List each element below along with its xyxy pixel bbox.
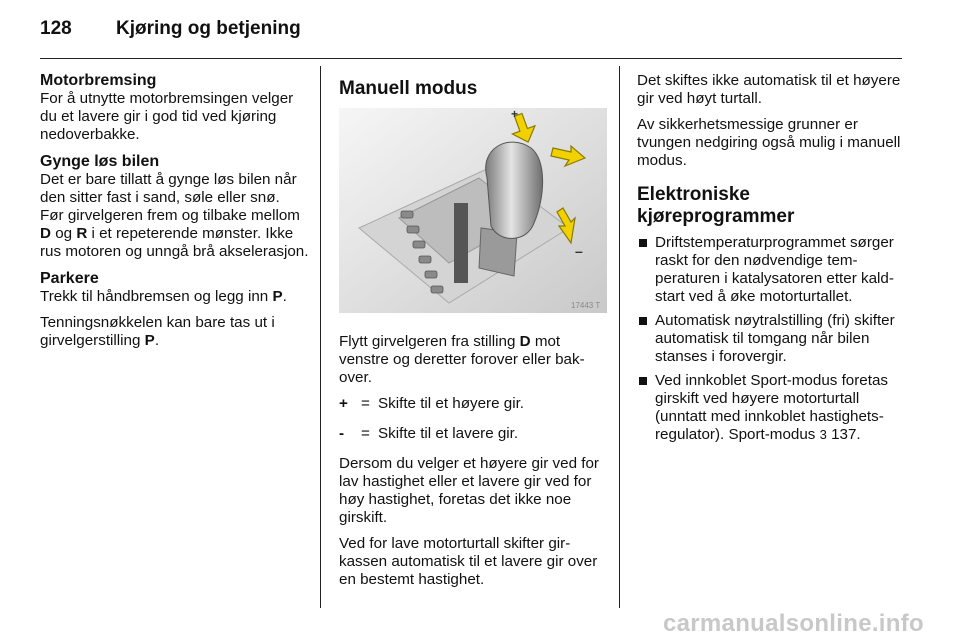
header-rule bbox=[40, 58, 902, 59]
gear-selector-drawing bbox=[339, 108, 607, 313]
page-reference: 137. bbox=[826, 426, 861, 443]
paragraph: Flytt girvelgeren fra stilling D mot venstre og deretter forover eller bakover. bbox=[339, 333, 585, 386]
list-item: Ved innkoblet Sport-modus foretas girskift ved høyere motorturtall (unntatt med innkoblet hastighetsregulator). Sport-modus 3 137. bbox=[637, 372, 905, 444]
section-parkere bbox=[40, 270, 312, 350]
section-heading: Parkere bbox=[40, 270, 99, 287]
section-heading: Motorbremsing bbox=[40, 72, 157, 89]
figure-code: 17443 T bbox=[571, 301, 601, 310]
definition-text: Skifte til et høyere gir. bbox=[378, 395, 525, 412]
plus-symbol: + bbox=[511, 108, 519, 121]
definition-symbol: + bbox=[339, 395, 348, 412]
gear-selector-illustration bbox=[339, 108, 607, 313]
paragraph: Det er bare tillatt å gynge løs bilen når den sitter fast i sand, søle eller snø. bbox=[40, 171, 297, 206]
minus-symbol: – bbox=[575, 243, 583, 259]
definition-text: Skifte til et lavere gir. bbox=[378, 425, 519, 442]
section-gynge bbox=[40, 153, 312, 261]
paragraph: Tenningsnøkkelen kan bare tas ut i girvelgerstilling P. bbox=[40, 314, 275, 349]
list-item: Automatisk nøytralstilling (fri) skifter automatisk til tomgang når bilen stanses i forovergir. bbox=[637, 312, 905, 366]
column-divider-2 bbox=[619, 66, 620, 608]
definition-equals: = bbox=[361, 395, 370, 412]
section-heading: Gynge løs bilen bbox=[40, 153, 160, 170]
column-middle bbox=[339, 72, 607, 597]
definition-row bbox=[339, 395, 607, 413]
paragraph: For å utnytte motorbremsingen velger du et lavere gir i god tid ved kjøring nedoverbakke. bbox=[40, 90, 294, 143]
page-header bbox=[40, 18, 301, 40]
section-heading-manuell-modus: Manuell modus bbox=[339, 78, 478, 99]
definition-symbol: - bbox=[339, 425, 345, 442]
section-motorbremsing bbox=[40, 72, 312, 144]
column-right bbox=[637, 72, 905, 450]
paragraph: Det skiftes ikke automatisk til et høyere gir ved høyt turtall. bbox=[637, 72, 901, 107]
watermark: carmanualsonline.info bbox=[662, 610, 924, 637]
column-left bbox=[40, 72, 312, 359]
page-title: Kjøring og betjening bbox=[116, 18, 301, 39]
paragraph: Trekk til håndbremsen og legg inn P. bbox=[40, 288, 287, 305]
paragraph: Dersom du velger et høyere gir ved for lav hastighet eller et lavere gir ved for høy hastighet, foretas det ikke noe girskift. bbox=[339, 455, 599, 526]
page-number: 128 bbox=[40, 18, 72, 39]
definition-list bbox=[339, 395, 607, 443]
page-reference-icon: 3 bbox=[819, 427, 827, 442]
paragraph: Ved for lave motorturtall skifter girkassen automatisk til et lavere gir over en bestemt hastighet. bbox=[339, 535, 598, 588]
definition-equals: = bbox=[361, 425, 370, 442]
paragraph: Før girvelgeren frem og tilbake mellom D og R i et repeterende mønster. Ikke rus motoren og unngå brå akselerasjon. bbox=[40, 207, 309, 260]
bullet-list bbox=[637, 234, 905, 444]
column-divider-1 bbox=[320, 66, 321, 608]
list-item: Driftstemperaturprogrammet sørger raskt for den nødvendige temperaturen i katalysatoren etter kaldstart ved å øke motorturtallet. bbox=[637, 234, 905, 306]
section-heading-kjoreprogrammer: Elektroniske kjøreprogrammer bbox=[637, 184, 795, 227]
definition-row bbox=[339, 425, 607, 443]
paragraph: Av sikkerhetsmessige grunner er tvungen nedgiring også mulig i manuell modus. bbox=[637, 116, 901, 169]
